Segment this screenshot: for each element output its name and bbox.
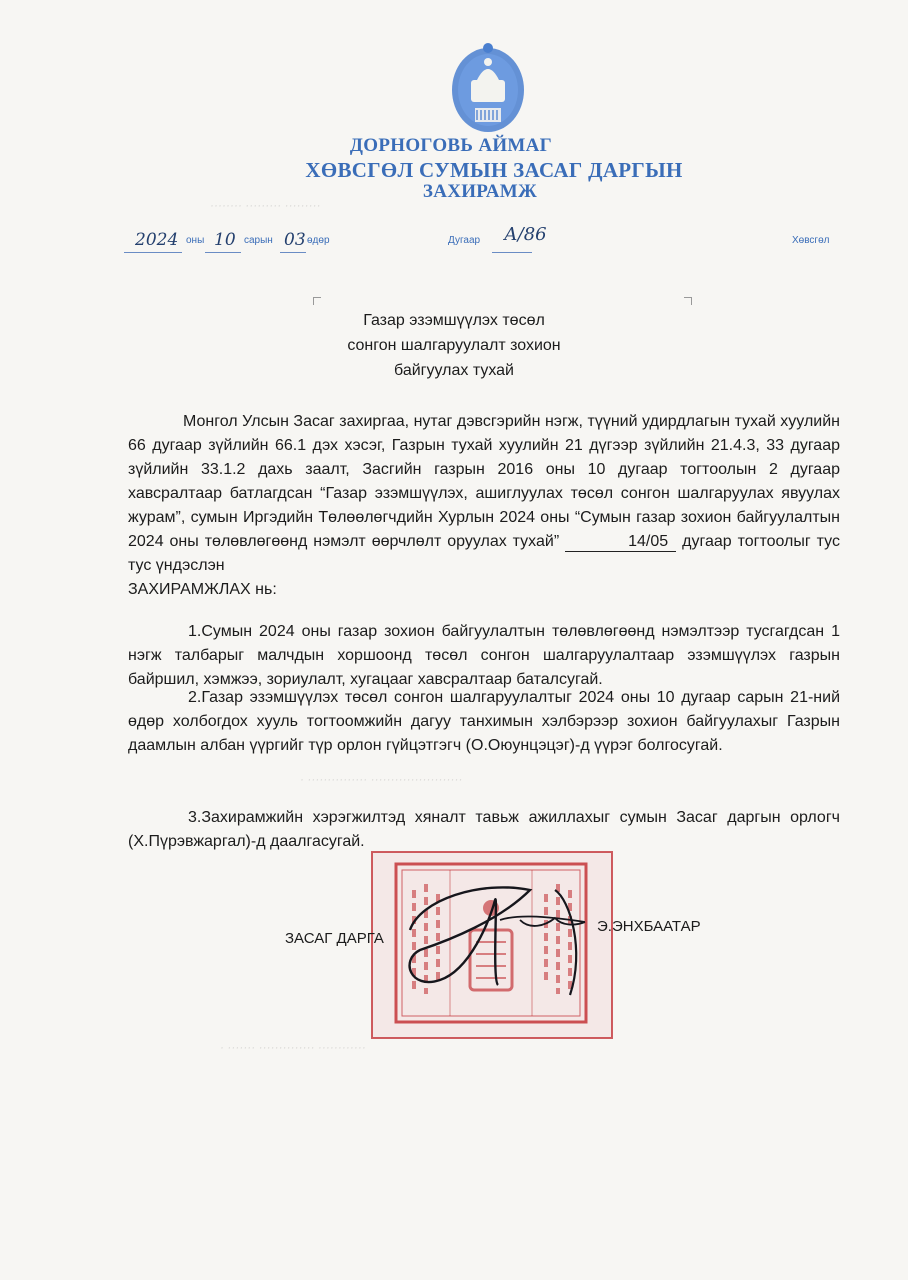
title-bracket-right — [684, 297, 692, 305]
date-month-suffix: сарын — [244, 235, 273, 246]
handwritten-signature — [380, 860, 620, 1000]
date-month: 10 — [214, 230, 236, 250]
number-underline — [492, 252, 532, 253]
bleed-through-text: ········ ········· ········· — [210, 198, 321, 212]
place-name: Хөвсгөл — [792, 235, 830, 246]
preamble — [128, 410, 840, 602]
title-line-3: байгуулах тухай — [394, 362, 514, 379]
date-year-suffix: оны — [186, 235, 205, 246]
month-underline — [205, 252, 241, 253]
order-item-3: 3.Захирамжийн хэрэгжилтэд хяналт тавьж ажиллахыг сумын Засаг даргын орлогч (Х.Пүрэвжаргал)-д даалгасугай. — [128, 809, 840, 850]
title-line-1: Газар эзэмшүүлэх төсөл — [363, 312, 545, 329]
signatory-role: ЗАСАГ ДАРГА — [285, 930, 384, 947]
resolution-number: 14/05 — [565, 533, 676, 552]
day-underline — [280, 252, 306, 253]
document-title — [0, 308, 908, 383]
bleed-through-text-3: · ······· ·············· ············ — [220, 1040, 366, 1054]
date-year: 2024 — [135, 230, 179, 250]
preamble-text-after: дугаар тогтоолыг тус тус үндэслэн — [128, 533, 841, 574]
order-word: ЗАХИРАМЖЛАХ нь: — [128, 581, 277, 598]
letterhead-doc-type: ЗАХИРАМЖ — [422, 181, 538, 202]
letterhead-office: ХӨВСГӨЛ СУМЫН ЗАСАГ ДАРГЫН — [305, 158, 683, 182]
preamble-text: Монгол Улсын Засаг захиргаа, нутаг дэвсгэрийн нэгж, түүний удирдлагын тухай хуулийн 66 дугаар зүйлийн 66.1 дэх хэсэг, Газрын тухай хуулийн 21 дүгээр зүйлийн 21.4.3, 33 дугаар зүйлийн 33.1.2 дахь заалт, Засгийн газрын 2016 оны 10 дугаар тогтоолын 2 дугаар хавсралтаар батлагдсан “Газар эзэмшүүлэх, ашиглуулах төсөл сонгон шалгаруулах явуулах журам”, сумын Иргэдийн Төлөөлөгчдийн Хурлын 2024 оны “Сумын газар зохион байгуулалтын 2024 оны төлөвлөгөөнд нэмэлт өөрчлөлт оруулах тухай” — [128, 413, 840, 550]
state-emblem-icon — [447, 40, 529, 140]
order-item-2: 2.Газар эзэмшүүлэх төсөл сонгон шалгаруулалтыг 2024 оны 10 дугаар сарын 21-ний өдөр холбогдох хууль тогтоомжийн дагуу танхимын хэлбэрээр зохион байгуулахыг Газрын даамлын албан үүргийг түр орлон гүйцэтгэгч (О.Оюунцэцэг)-д үүрэг болгосугай. — [128, 689, 840, 754]
bleed-through-text-2: · ··············· ······················· — [300, 772, 463, 786]
year-underline — [124, 252, 182, 253]
date-day: 03 — [284, 230, 306, 250]
number-label: Дугаар — [448, 235, 481, 246]
date-day-suffix: өдөр — [307, 235, 330, 246]
document-number: А/86 — [504, 224, 547, 245]
title-bracket-left — [313, 297, 321, 305]
letterhead-province: ДОРНОГОВЬ АЙМАГ — [349, 135, 553, 156]
signatory-name: Э.ЭНХБААТАР — [597, 918, 701, 935]
title-line-2: сонгон шалгаруулалт зохион — [347, 337, 561, 354]
order-item-1: 1.Сумын 2024 оны газар зохион байгуулалтын төлөвлөгөөнд нэмэлтээр тусгагдсан 1 нэгж талбарыг малчдын хоршоонд төсөл сонгон шалгаруулалтаар эзэмшүүлэх газрын байршил, хэмжээ, зориулалт, хугацааг хавсралтаар баталсугай. — [128, 623, 840, 688]
